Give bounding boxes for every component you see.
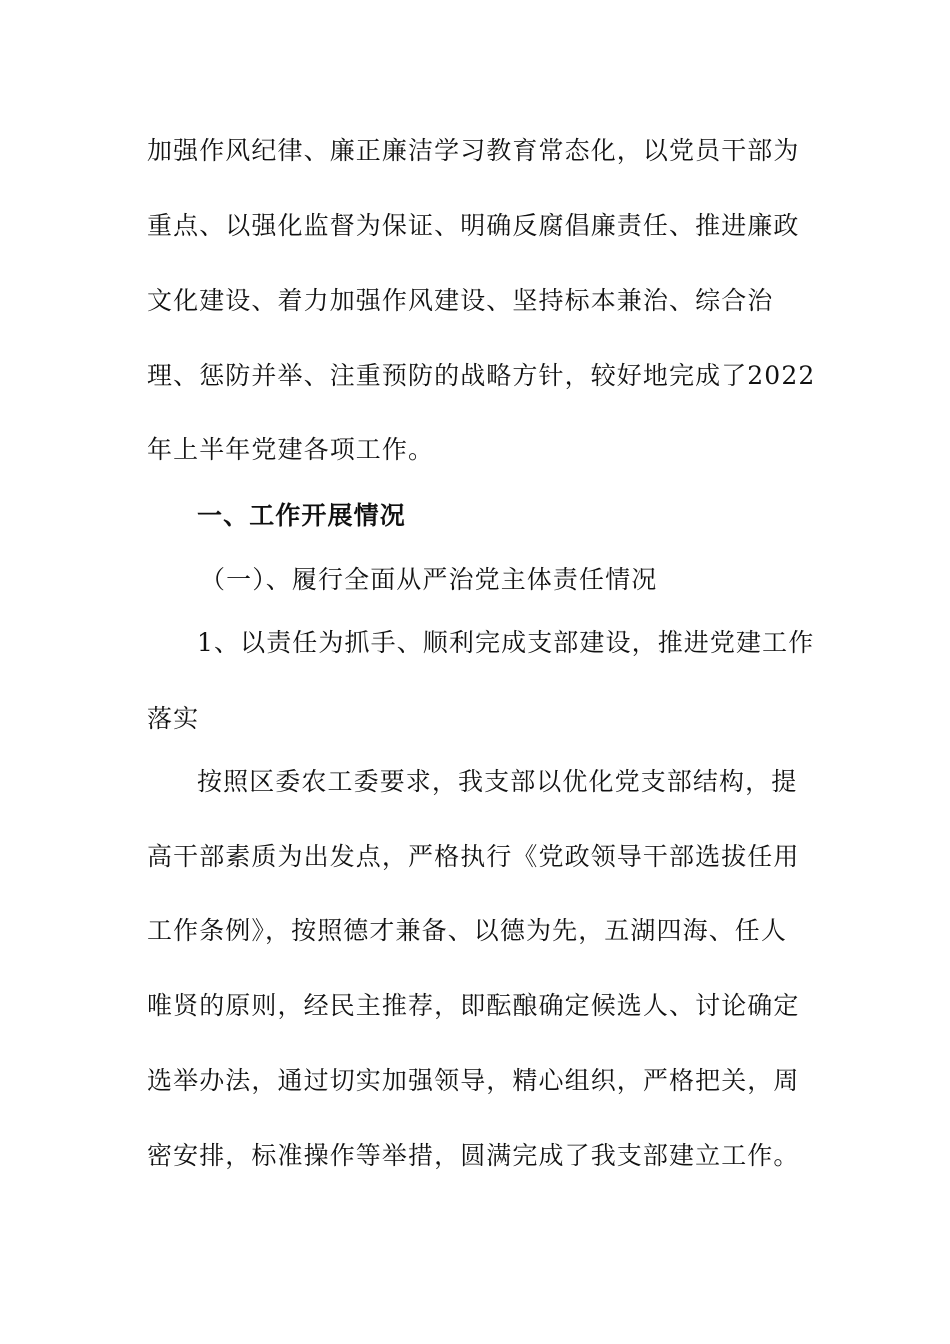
body-line: 按照区委农工委要求，我支部以优化党支部结构，提 <box>197 767 798 796</box>
item-heading-line: 落实 <box>147 704 200 733</box>
section-heading: 一、工作开展情况 <box>197 501 406 530</box>
paragraph-line: 文化建设、着力加强作风建设、坚持标本兼治、综合治 <box>147 286 774 315</box>
paragraph-line: 重点、以强化监督为保证、明确反腐倡廉责任、推进廉政 <box>147 211 800 240</box>
body-line: 高干部素质为出发点，严格执行《党政领导干部选拔任用 <box>147 842 800 871</box>
paragraph-line: 年上半年党建各项工作。 <box>147 435 435 464</box>
subsection-heading: （一）、履行全面从严治党主体责任情况 <box>200 565 658 594</box>
paragraph-line: 理、惩防并举、注重预防的战略方针，较好地完成了2022 <box>147 361 816 390</box>
body-line: 唯贤的原则，经民主推荐，即酝酿确定候选人、讨论确定 <box>147 991 800 1020</box>
body-line: 工作条例》，按照德才兼备、以德为先，五湖四海、任人 <box>147 916 788 945</box>
item-heading-line: 1、以责任为抓手、顺利完成支部建设，推进党建工作 <box>197 628 815 657</box>
paragraph-line: 加强作风纪律、廉正廉洁学习教育常态化，以党员干部为 <box>147 136 800 165</box>
body-line: 选举办法，通过切实加强领导，精心组织，严格把关，周 <box>147 1066 800 1095</box>
body-line: 密安排，标准操作等举措，圆满完成了我支部建立工作。 <box>147 1141 800 1170</box>
